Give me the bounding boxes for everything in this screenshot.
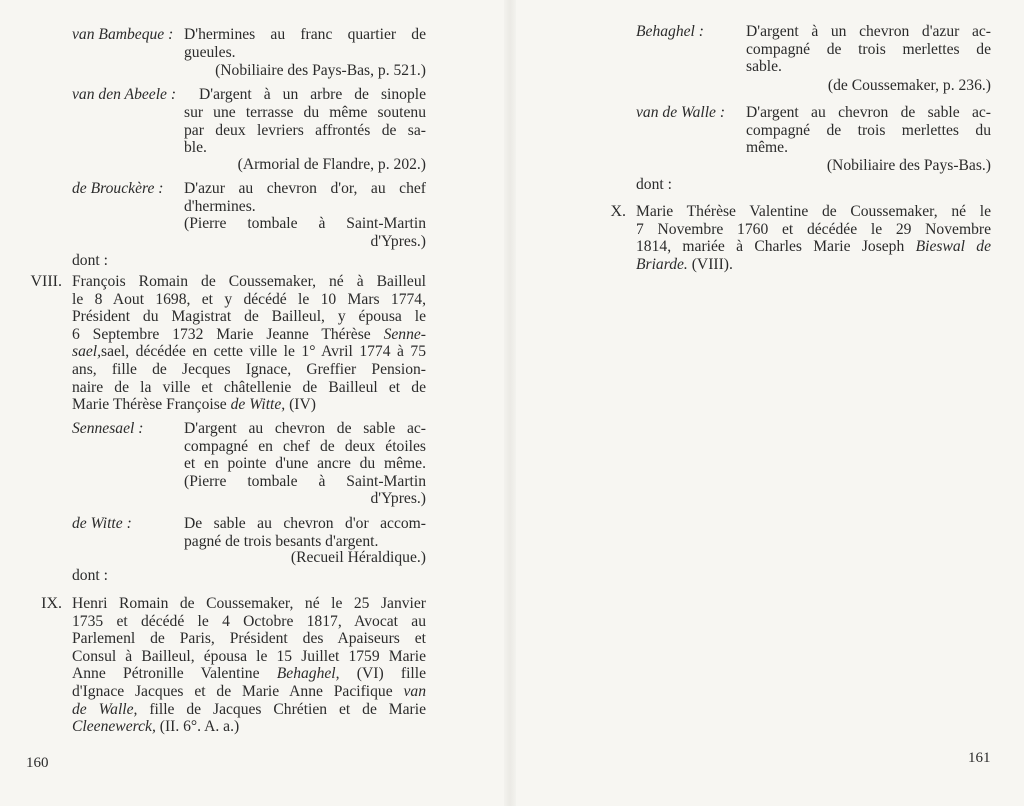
entry-source-behaghel: (de Coussemaker, p. 236.) [827, 77, 991, 94]
paragraph-ix [72, 595, 426, 736]
italic-name: Senne- [383, 325, 426, 343]
entry-name-behaghel: Behaghel : [636, 23, 704, 40]
para-line [72, 683, 426, 701]
para-line [72, 665, 426, 683]
italic-name: Behaghel, [276, 665, 340, 683]
page-number-right: 161 [968, 750, 991, 766]
desc-line: par deux levriers affrontés de sa- [184, 121, 426, 139]
para-line: le 8 Aout 1698, et y décédé le 10 Mars 1774, [72, 290, 426, 308]
italic-name: de Walle, [72, 700, 138, 718]
desc-line: gueules. [184, 43, 236, 61]
para-text: Marie Thérèse Françoise [72, 396, 231, 414]
entry-name-van-den-abeele: van den Abeele : [72, 86, 177, 103]
para-text: d'Ignace Jacques et de Marie Anne Pacifique [72, 682, 404, 700]
generation-numeral-viii: VIII. [30, 273, 62, 290]
desc-line: ble. [184, 139, 207, 157]
para-line: Marie Thérèse Valentine de Coussemaker, né le [636, 203, 991, 220]
italic-name: sael, [72, 343, 102, 361]
entry-name-van-bambeque: van Bambeque : [72, 26, 174, 43]
page-number-left: 160 [26, 755, 49, 771]
para-line [72, 396, 426, 414]
entry-source-van-bambeque: (Nobiliaire des Pays-Bas, p. 521.) [215, 62, 426, 79]
desc-line: sur une terrasse du même soutenu [184, 104, 426, 121]
entry-desc-sennesael [184, 420, 426, 490]
para-text: (VI) fille [339, 665, 426, 683]
desc-line: compagné de trois merlettes de [746, 40, 991, 58]
para-line: Consul à Bailleul, épousa le 15 Juillet 1759 Marie [72, 647, 426, 665]
desc-line: d'hermines. [184, 197, 256, 215]
para-text: fille de Jacques Chrétien et de Marie [137, 700, 426, 718]
source-line: (Pierre tombale à Saint-Martin [184, 215, 426, 232]
para-text: (VIII). [687, 255, 733, 273]
italic-name: van [403, 682, 426, 700]
desc-line: compagné en chef de deux étoiles [184, 437, 426, 455]
entry-desc-van-bambeque [184, 26, 426, 61]
dont-label: dont : [636, 176, 672, 193]
dont-label: dont : [72, 252, 108, 269]
desc-line: D'argent à un arbre de sinople [199, 86, 426, 103]
para-line: Parlemenl de Paris, Président des Apaiseurs et [72, 630, 426, 648]
left-page [0, 0, 505, 806]
entry-source-sennesael: d'Ypres.) [370, 490, 426, 507]
desc-line: compagné de trois merlettes du [746, 121, 991, 139]
para-line [72, 701, 426, 719]
desc-line: et en pointe d'une ancre du même. [184, 455, 426, 473]
entry-source-de-witte: (Recueil Héraldique.) [290, 549, 426, 566]
desc-line: même. [746, 139, 788, 157]
entry-source-de-brouckere [184, 215, 426, 233]
para-line [636, 238, 991, 256]
para-line: Henri Romain de Coussemaker, né le 25 Janvier [72, 595, 426, 612]
desc-line: D'argent au chevron de sable ac- [746, 104, 991, 121]
desc-line: De sable au chevron d'or accom- [184, 515, 426, 532]
entry-name-de-witte: de Witte : [72, 515, 132, 532]
para-line [72, 326, 426, 344]
italic-name: Bieswal de [915, 238, 991, 256]
source-line: (Pierre tombale à Saint-Martin [184, 472, 426, 490]
para-text: 6 Septembre 1732 Marie Jeanne Thérèse [72, 325, 384, 343]
entry-desc-van-de-walle [746, 104, 991, 157]
para-line: ans, fille de Jecques Ignace, Greffier Pension- [72, 360, 426, 378]
para-text: (II. 6°. A. a.) [155, 718, 240, 736]
italic-name: de Witte, [230, 396, 286, 414]
right-page [512, 0, 1024, 806]
para-line: 1735 et décédé le 4 Octobre 1817, Avocat au [72, 612, 426, 630]
desc-line: D'hermines au franc quartier de [184, 26, 426, 43]
entry-desc-de-brouckere [184, 180, 426, 215]
desc-line: D'azur au chevron d'or, au chef [184, 180, 426, 197]
paragraph-viii [72, 273, 426, 414]
italic-name: Cleenewerck, [72, 718, 156, 736]
entry-name-sennesael: Sennesael : [72, 420, 144, 437]
entry-source-de-brouckere-2: d'Ypres.) [370, 233, 426, 250]
entry-source-van-den-abeele: (Armorial de Flandre, p. 202.) [237, 156, 426, 173]
para-line [636, 256, 991, 274]
para-text: Anne Pétronille Valentine [72, 665, 277, 683]
paragraph-x [636, 203, 991, 273]
desc-line: pagné de trois besants d'argent. [184, 532, 379, 550]
para-text: 1814, mariée à Charles Marie Joseph [636, 238, 916, 256]
para-line: 7 Novembre 1760 et décédée le 29 Novembre [636, 220, 991, 238]
italic-name: Briarde. [636, 255, 688, 273]
para-line [72, 718, 426, 736]
generation-numeral-ix: IX. [41, 595, 62, 612]
para-text: sael, décédée en cette ville le 1° Avril 1774 à 75 [101, 343, 426, 361]
generation-numeral-x: X. [610, 203, 626, 220]
para-text: (IV) [285, 396, 316, 414]
para-line: François Romain de Coussemaker, né à Bailleul [72, 273, 426, 290]
entry-desc-van-den-abeele [199, 86, 426, 104]
entry-desc-behaghel [746, 23, 991, 76]
entry-desc-van-den-abeele-cont [184, 104, 426, 157]
para-line: naire de la ville et châtellenie de Bailleul et de [72, 378, 426, 396]
entry-desc-de-witte [184, 515, 426, 550]
entry-name-van-de-walle: van de Walle : [636, 104, 726, 121]
desc-line: sable. [746, 58, 782, 76]
entry-source-van-de-walle: (Nobiliaire des Pays-Bas.) [826, 157, 991, 174]
desc-line: D'argent au chevron de sable ac- [184, 420, 426, 437]
entry-name-de-brouckere: de Brouckère : [72, 180, 164, 197]
para-line: Président du Magistrat de Bailleul, y épousa le [72, 308, 426, 326]
para-line [72, 343, 426, 361]
desc-line: D'argent à un chevron d'azur ac- [746, 23, 991, 40]
dont-label: dont : [72, 567, 108, 584]
